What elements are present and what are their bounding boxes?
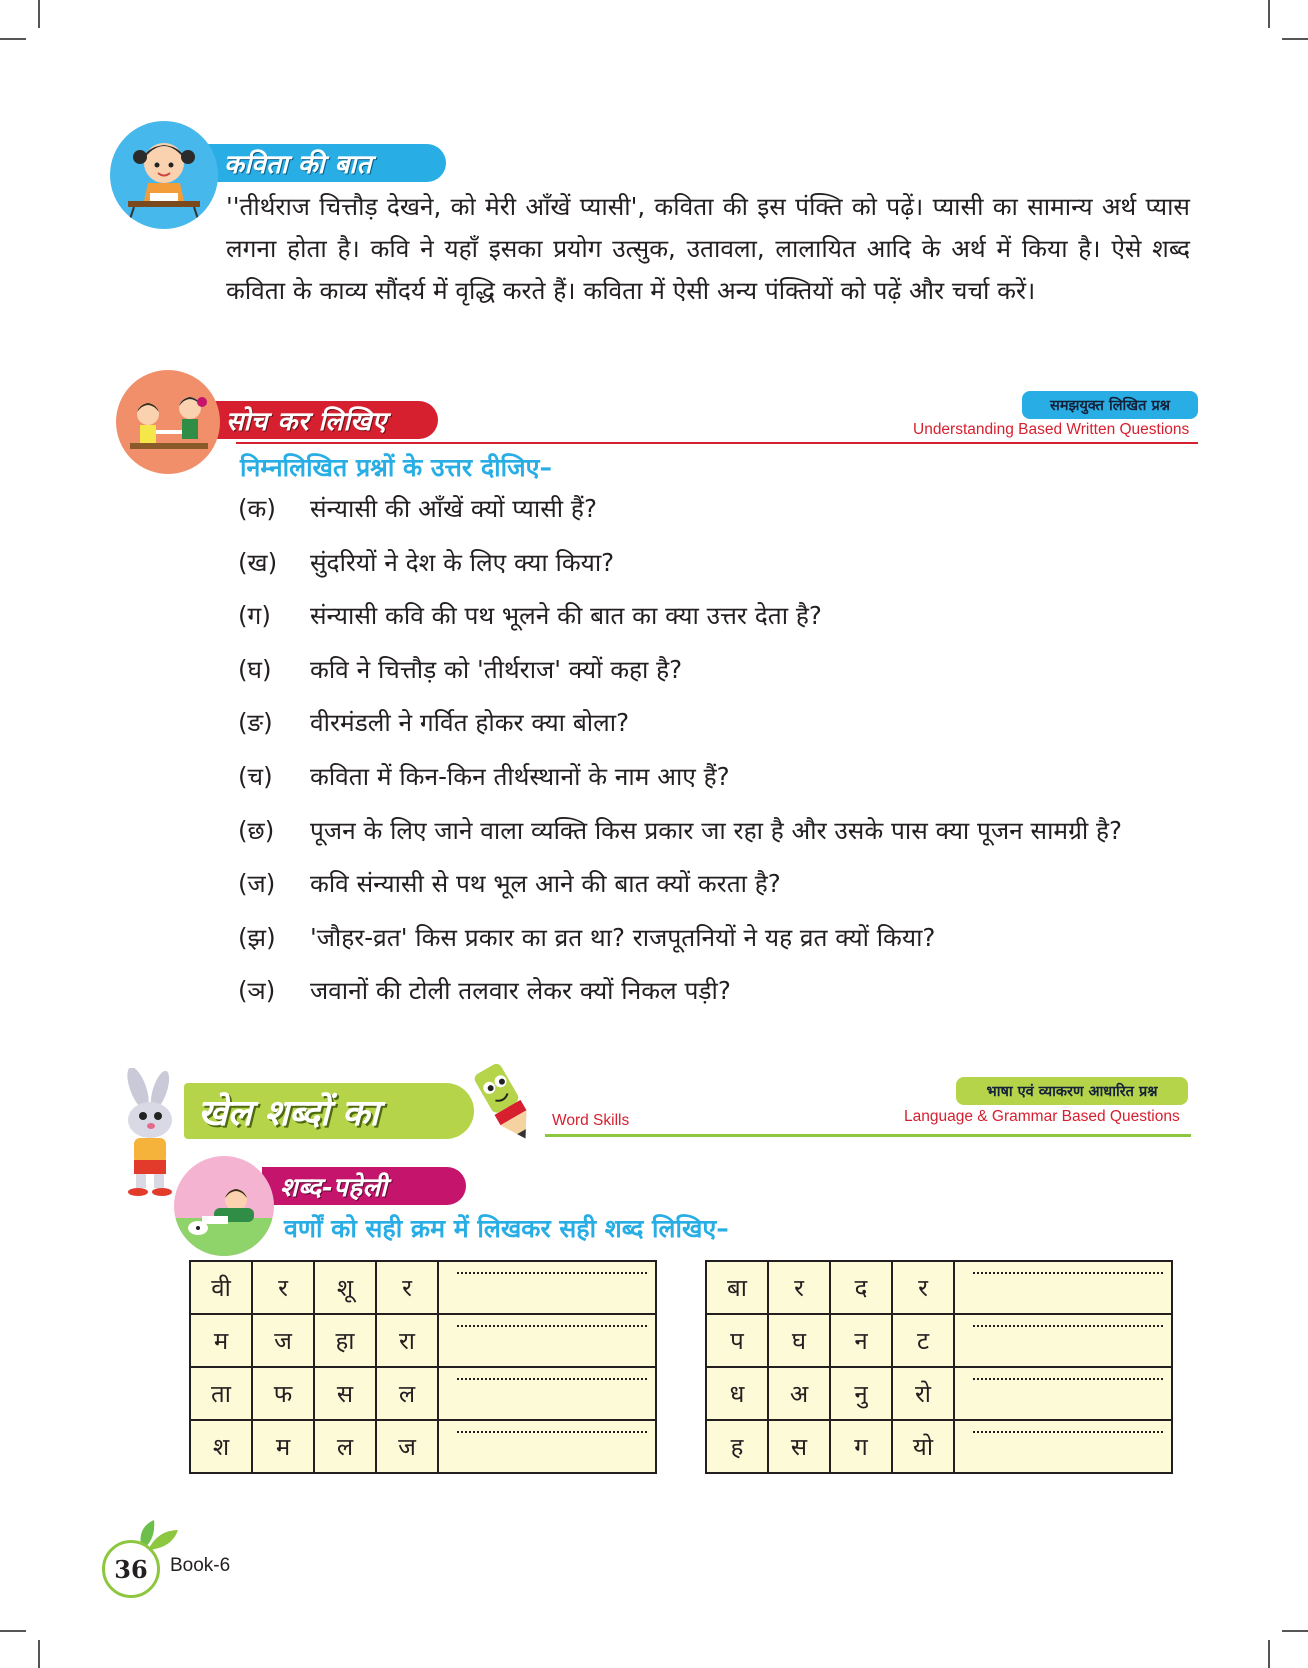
question-label: (छ) [238,815,275,845]
table-row [706,1314,1172,1367]
letter-cell: ल [376,1367,438,1420]
section3-badge-english: Language & Grammar Based Questions [904,1108,1180,1125]
letter-cell: नु [830,1367,892,1420]
question-label: (घ) [238,654,272,684]
letter-cell: रा [376,1314,438,1367]
section1-title: कविता की बात [224,150,372,180]
crop-mark [1268,0,1270,28]
page-number-circle [102,1540,160,1598]
letter-cell: रो [892,1367,954,1420]
section2-title-pill [208,401,438,439]
question-label: (झ) [238,922,276,952]
letter-cell: ता [190,1367,252,1420]
letter-cell: हा [314,1314,376,1367]
question-text: कवि ने चित्तौड़ को 'तीर्थराज' क्यों कहा है? [310,654,683,684]
question-label: (क) [238,494,276,523]
boy-writing-illustration [174,1156,274,1256]
question-text: जवानों की टोली तलवार लेकर क्यों निकल पड़ी? [310,976,731,1006]
word-skills-label: Word Skills [552,1112,630,1129]
section2-title: सोच कर लिखिए [226,407,387,437]
section1-title-pill [206,144,446,182]
dotted-line [457,1325,647,1327]
children-studying-illustration [116,370,220,474]
letter-cell: ज [376,1420,438,1473]
question-item [238,814,1122,868]
question-label: (ग) [238,601,271,631]
question-text: संन्यासी कवि की पथ भूलने की बात का क्या उत्तर देता है? [310,601,822,631]
letter-cell: स [768,1420,830,1473]
question-text: सुंदरियों ने देश के लिए क्या किया? [310,547,615,577]
letter-cell: द [830,1261,892,1314]
question-item [238,492,1122,546]
question-item [238,974,1122,1028]
table-row [190,1261,656,1314]
question-list [238,492,1122,1028]
table-row [706,1367,1172,1420]
question-text: कविता में किन-किन तीर्थस्थानों के नाम आए हैं? [310,761,730,791]
section3-subtitle: शब्द-पहेली [280,1173,388,1203]
letter-cell: श [190,1420,252,1473]
section2-badge-hindi: समझयुक्त लिखित प्रश्न [1050,398,1170,414]
letter-cell: म [252,1420,314,1473]
crop-mark [1282,38,1308,40]
letter-cell: र [252,1261,314,1314]
section1-paragraph: ''तीर्थराज चित्तौड़ देखने, को मेरी आँखें प्यासी', कविता की इस पंक्ति को पढ़ें। प्यासी का सामान्य अर्थ प्यास लगना होता है। कवि ने यहाँ इसका प्रयोग उत्सुक, उतावला, लालायित आदि के अर्थ में किया है। ऐसे शब्द कविता के काव्य सौंदर्य में वृद्धि करते हैं। कविता में ऐसी अन्य पंक्तियों को पढ़ें और चर्चा करें। [226,192,1190,305]
question-text: 'जौहर-व्रत' किस प्रकार का व्रत था? राजपूतनियों ने यह व्रत क्यों किया? [310,922,936,952]
section3-badge-hindi: भाषा एवं व्याकरण आधारित प्रश्न [986,1084,1158,1100]
question-label: (ज) [238,869,276,899]
section2-instruction: निम्नलिखित प्रश्नों के उत्तर दीजिए– [240,453,552,482]
question-text: पूजन के लिए जाने वाला व्यक्ति किस प्रकार जा रहा है और उसके पास क्या पूजन सामग्री है? [310,815,1123,845]
letter-cell: फ [252,1367,314,1420]
crop-mark [1282,1630,1308,1632]
table-row [706,1261,1172,1314]
answer-blank[interactable] [954,1420,1172,1473]
question-item [238,760,1122,814]
dotted-line [973,1378,1163,1380]
letter-cell: ग [830,1420,892,1473]
letter-cell: न [830,1314,892,1367]
letter-cell: ध [706,1367,768,1420]
question-label: (ङ) [238,708,273,738]
question-label: (च) [238,761,273,791]
section2-badge-english: Understanding Based Written Questions [913,421,1190,438]
table-row [190,1420,656,1473]
section2-badge [1022,391,1198,419]
rabbit-mascot [108,1068,190,1196]
question-item [238,599,1122,653]
table-row [190,1314,656,1367]
section3-subtitle-pill [262,1167,466,1205]
question-item [238,921,1122,975]
table-row [706,1420,1172,1473]
dotted-line [973,1431,1163,1433]
dotted-line [457,1378,647,1380]
table-row [190,1367,656,1420]
letter-cell: ज [252,1314,314,1367]
crop-mark [0,38,26,40]
question-text: वीरमंडली ने गर्वित होकर क्या बोला? [310,708,630,738]
answer-blank[interactable] [954,1314,1172,1367]
question-item [238,653,1122,707]
letter-cell: ल [314,1420,376,1473]
dotted-line [973,1272,1163,1274]
answer-blank[interactable] [438,1367,656,1420]
letter-cell: यो [892,1420,954,1473]
dotted-line [457,1272,647,1274]
girl-reading-illustration [110,121,218,229]
word-puzzle-table-right [705,1260,1173,1474]
question-text: संन्यासी की आँखें क्यों प्यासी हैं? [310,494,597,523]
section3-badge [956,1077,1188,1105]
crop-mark [38,1640,40,1668]
question-text: कवि संन्यासी से पथ भूल आने की बात क्यों करता है? [310,869,781,899]
crop-mark [1268,1640,1270,1668]
section3-title-banner [184,1083,474,1139]
letter-cell: अ [768,1367,830,1420]
answer-blank[interactable] [438,1261,656,1314]
answer-blank[interactable] [954,1261,1172,1314]
letter-cell: प [706,1314,768,1367]
crop-mark [0,1630,26,1632]
letter-cell: ट [892,1314,954,1367]
book-label: Book-6 [170,1555,231,1576]
answer-blank[interactable] [438,1420,656,1473]
question-item [238,706,1122,760]
question-label: (ञ) [238,976,276,1006]
letter-cell: शू [314,1261,376,1314]
crop-mark [38,0,40,28]
dotted-line [457,1431,647,1433]
answer-blank[interactable] [954,1367,1172,1420]
letter-cell: र [768,1261,830,1314]
letter-cell: र [376,1261,438,1314]
word-puzzle-table-left [189,1260,657,1474]
section3-title: खेल शब्दों का [198,1091,379,1134]
letter-cell: म [190,1314,252,1367]
section2-divider [236,442,1198,444]
pencil-mascot [470,1058,540,1148]
letter-cell: वी [190,1261,252,1314]
page-number: 36 [114,1554,148,1584]
answer-blank[interactable] [438,1314,656,1367]
question-item [238,546,1122,600]
question-item [238,867,1122,921]
section3-instruction: वर्णों को सही क्रम में लिखकर सही शब्द लिखिए– [284,1214,729,1243]
dotted-line [973,1325,1163,1327]
section3-divider [545,1134,1191,1137]
letter-cell: बा [706,1261,768,1314]
letter-cell: घ [768,1314,830,1367]
question-label: (ख) [238,547,278,577]
letter-cell: ह [706,1420,768,1473]
letter-cell: र [892,1261,954,1314]
letter-cell: स [314,1367,376,1420]
